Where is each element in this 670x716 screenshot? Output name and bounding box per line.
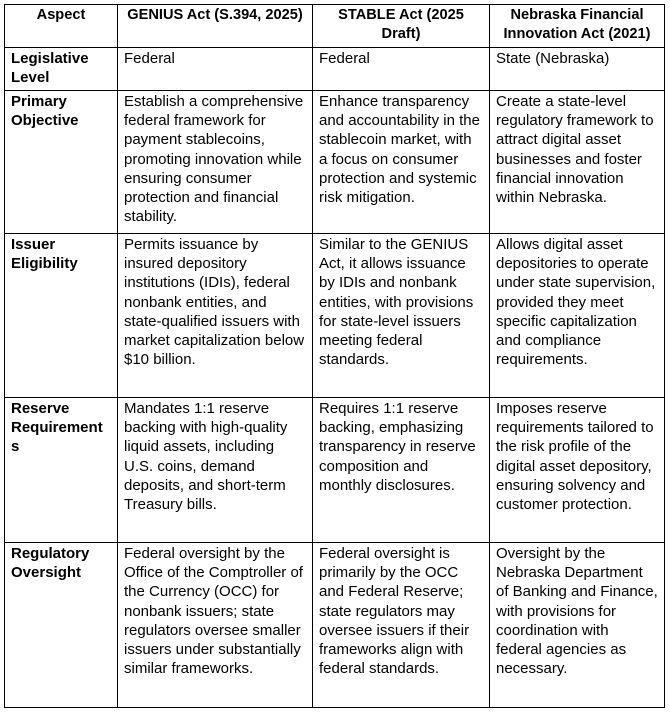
cell-nebraska: Imposes reserve requirements tailored to the risk profile of the digital asset depository, ensuring solvency and customer protection. bbox=[490, 398, 665, 543]
cell-genius: Establish a comprehensive federal framework for payment stablecoins, promoting innovation while ensuring consumer protection and financial stability. bbox=[118, 91, 313, 234]
cell-stable: Federal bbox=[313, 48, 490, 91]
table-row bbox=[5, 91, 665, 234]
cell-genius: Federal bbox=[118, 48, 313, 91]
comparison-table bbox=[4, 4, 665, 708]
table-row bbox=[5, 398, 665, 543]
row-aspect: Primary Objective bbox=[5, 91, 118, 234]
cell-stable: Requires 1:1 reserve backing, emphasizing transparency in reserve composition and monthly disclosures. bbox=[313, 398, 490, 543]
cell-nebraska: State (Nebraska) bbox=[490, 48, 665, 91]
cell-genius: Permits issuance by insured depository institutions (IDIs), federal nonbank entities, and state-qualified issuers with market capitalization below $10 billion. bbox=[118, 234, 313, 398]
cell-stable: Similar to the GENIUS Act, it allows issuance by IDIs and nonbank entities, with provisions for state-level issuers meeting federal standards. bbox=[313, 234, 490, 398]
row-aspect: Issuer Eligibility bbox=[5, 234, 118, 398]
header-aspect: Aspect bbox=[5, 5, 118, 48]
header-stable-act: STABLE Act (2025 Draft) bbox=[313, 5, 490, 48]
cell-stable: Enhance transparency and accountability in the stablecoin market, with a focus on consumer protection and systemic risk mitigation. bbox=[313, 91, 490, 234]
table-row bbox=[5, 234, 665, 398]
cell-stable: Federal oversight is primarily by the OCC and Federal Reserve; state regulators may oversee issuers if their frameworks align with federal standards. bbox=[313, 543, 490, 708]
table-row bbox=[5, 543, 665, 708]
row-aspect: Regulatory Oversight bbox=[5, 543, 118, 708]
cell-genius: Mandates 1:1 reserve backing with high-quality liquid assets, including U.S. coins, demand deposits, and short-term Treasury bills. bbox=[118, 398, 313, 543]
cell-nebraska: Create a state-level regulatory framework to attract digital asset businesses and foster financial innovation within Nebraska. bbox=[490, 91, 665, 234]
row-aspect: Legislative Level bbox=[5, 48, 118, 91]
header-row bbox=[5, 5, 665, 48]
cell-nebraska: Allows digital asset depositories to operate under state supervision, provided they meet specific capitalization and compliance requirements. bbox=[490, 234, 665, 398]
cell-genius: Federal oversight by the Office of the Comptroller of the Currency (OCC) for nonbank issuers; state regulators oversee smaller issuers under substantially similar frameworks. bbox=[118, 543, 313, 708]
table-row bbox=[5, 48, 665, 91]
cell-nebraska: Oversight by the Nebraska Department of Banking and Finance, with provisions for coordination with federal agencies as necessary. bbox=[490, 543, 665, 708]
header-genius-act: GENIUS Act (S.394, 2025) bbox=[118, 5, 313, 48]
row-aspect: Reserve Requirements bbox=[5, 398, 118, 543]
header-nebraska-act: Nebraska Financial Innovation Act (2021) bbox=[490, 5, 665, 48]
